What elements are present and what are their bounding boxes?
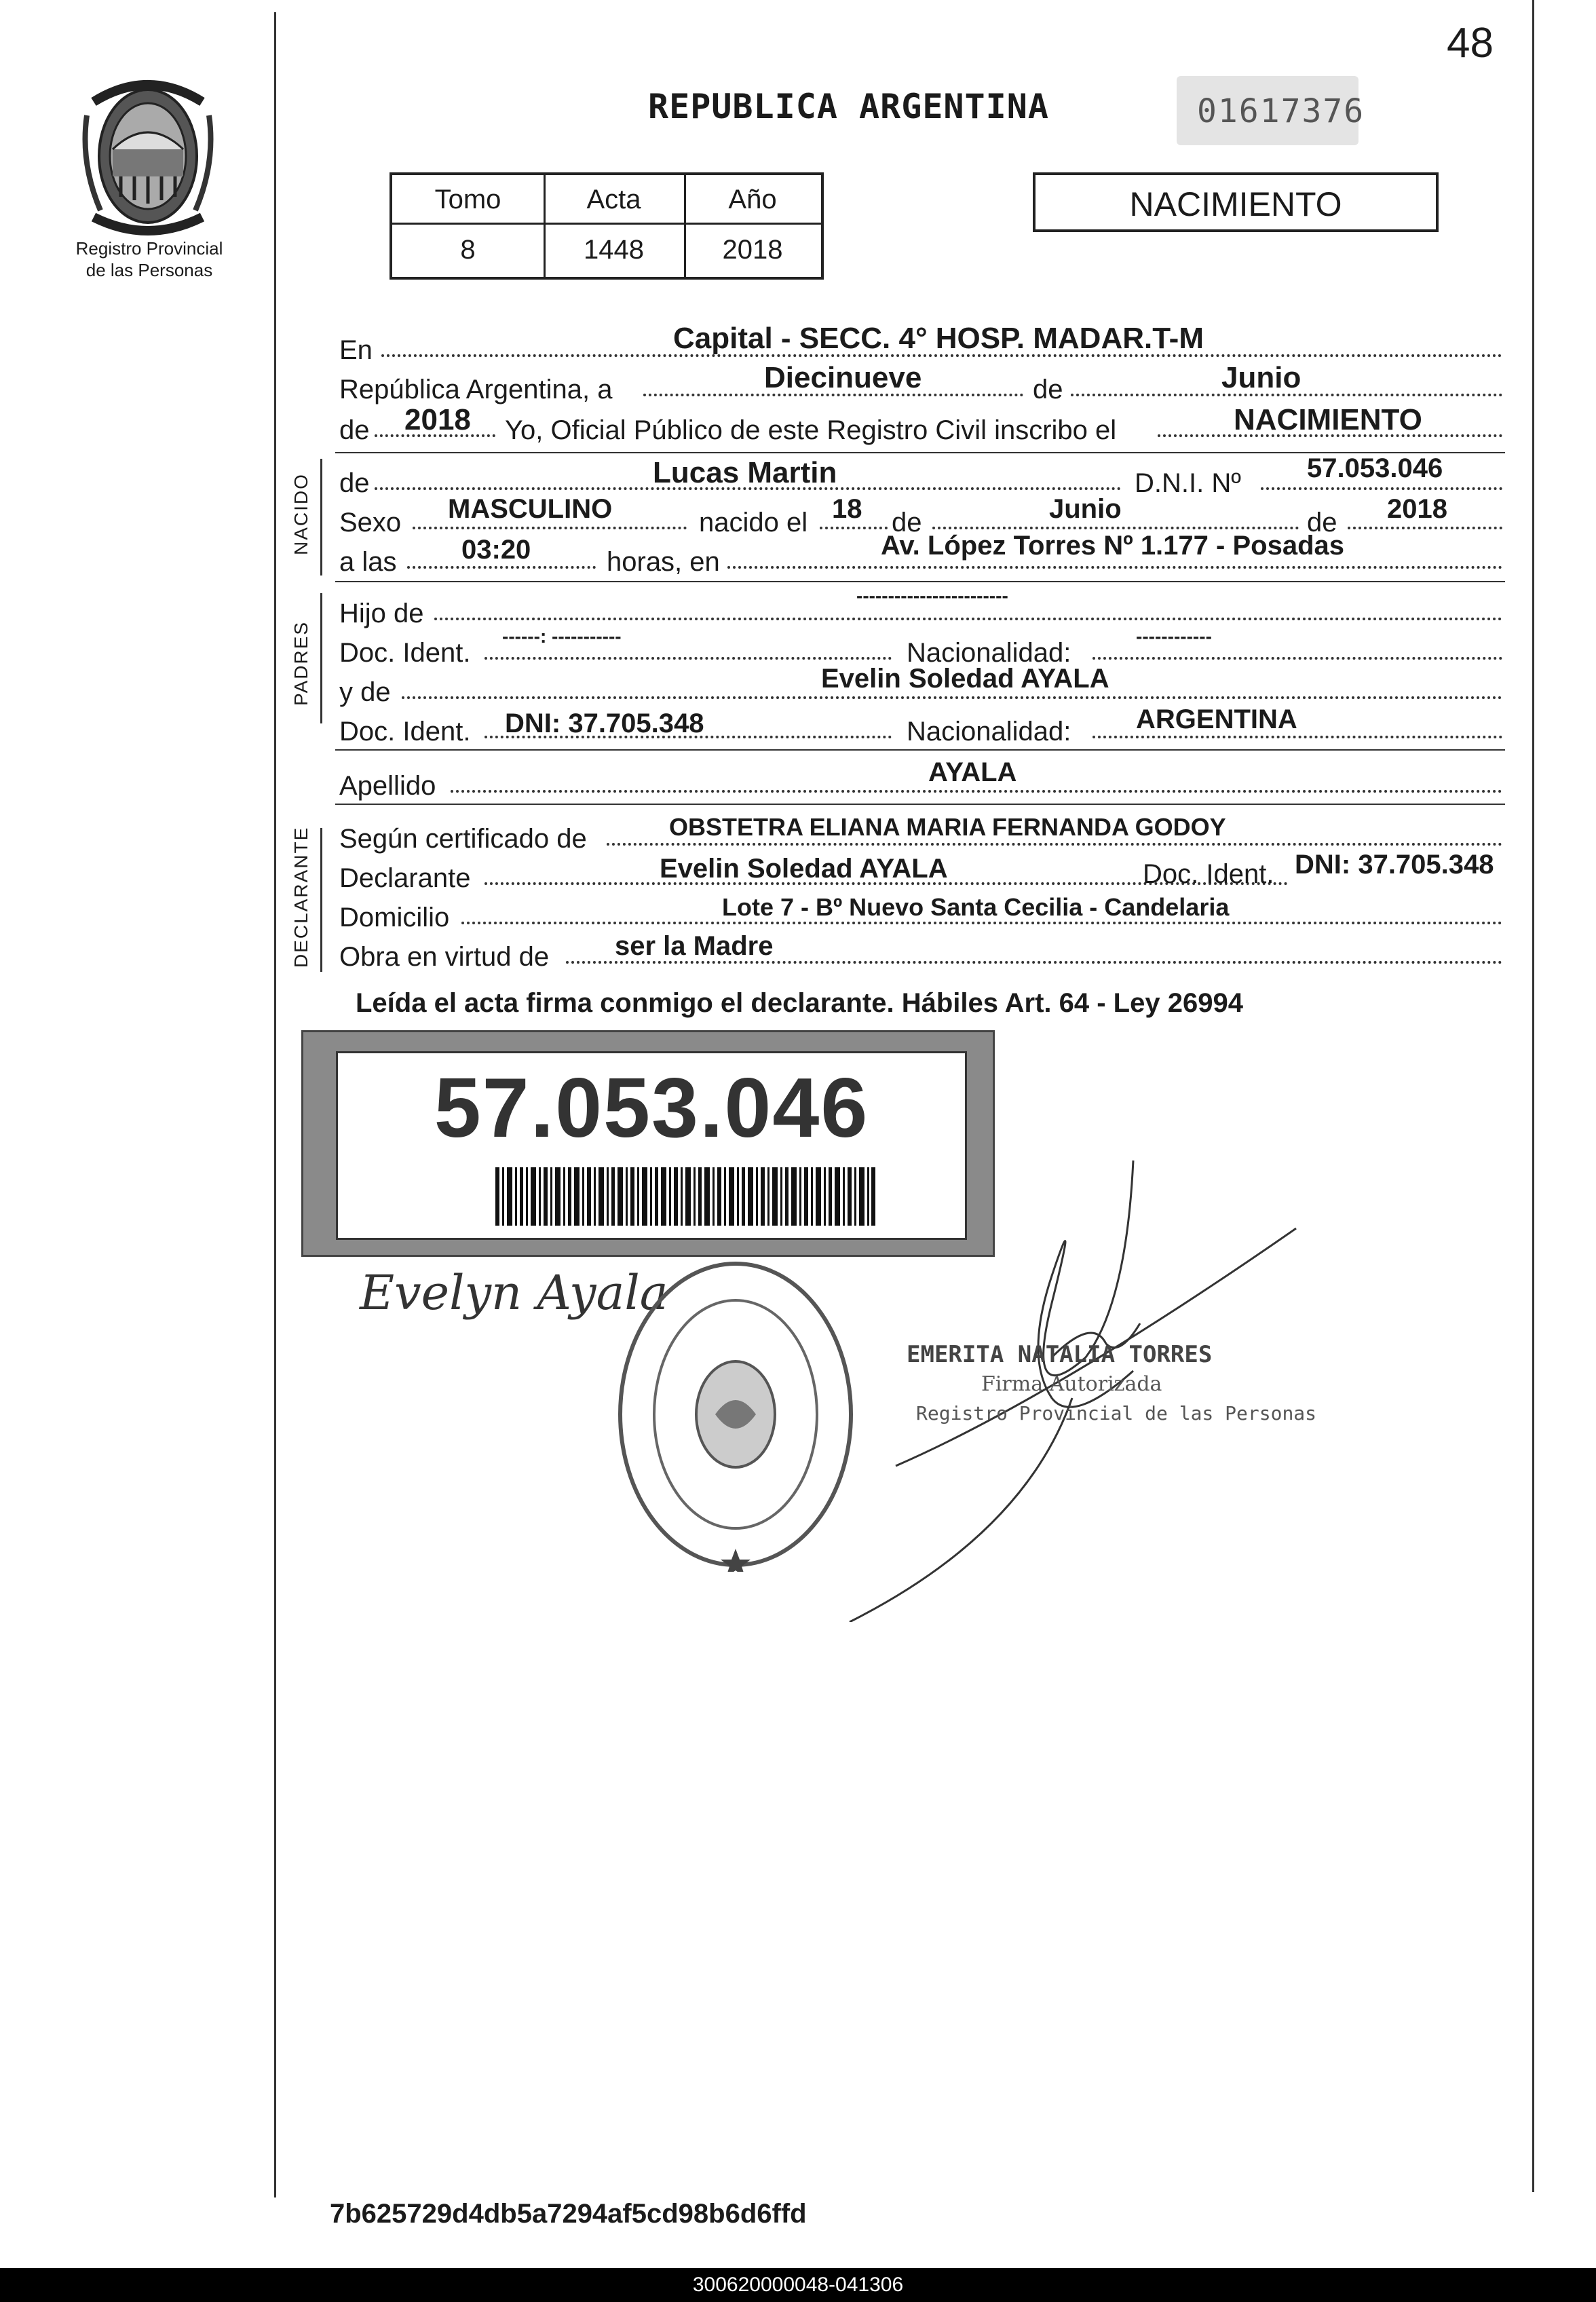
sexo-label: Sexo — [339, 508, 402, 537]
month-value: Junio — [1221, 361, 1302, 394]
dotted-line — [413, 527, 687, 529]
logo-caption-line2: de las Personas — [86, 260, 213, 280]
dotted-line — [1092, 736, 1502, 738]
birth-year: 2018 — [1387, 494, 1447, 524]
document-type: NACIMIENTO — [1129, 185, 1342, 223]
child-dni: 57.053.046 — [1307, 453, 1443, 483]
de-label: de — [1307, 508, 1337, 537]
apellido-label: Apellido — [339, 771, 436, 801]
registry-table — [390, 172, 824, 280]
doc-ident-label: Doc. Ident. — [339, 638, 471, 668]
father-nationality: ------------ — [1136, 626, 1212, 647]
certificate-by: OBSTETRA ELIANA MARIA FERNANDA GODOY — [669, 813, 1226, 841]
barcode-icon — [495, 1167, 875, 1226]
declarante-section-label: DECLARANTE — [290, 826, 311, 968]
table-value-ano: 2018 — [722, 235, 783, 265]
declarant-doc: DNI: 37.705.348 — [1295, 850, 1494, 880]
segun-label: Según certificado de — [339, 824, 587, 854]
table-value-acta: 1448 — [584, 235, 644, 265]
declarant-signature: Evelyn Ayala — [360, 1265, 668, 1321]
dni-sticker-number: 57.053.046 — [434, 1061, 869, 1155]
page-number: 48 — [1447, 20, 1494, 67]
mother-nationality: ARGENTINA — [1136, 704, 1297, 734]
dotted-line — [434, 618, 1502, 620]
mother-doc: DNI: 37.705.348 — [505, 709, 704, 738]
padres-section-label: PADRES — [290, 620, 311, 706]
footer-code: 300620000048-041306 — [692, 2273, 904, 2296]
domicilio-label: Domicilio — [339, 903, 450, 932]
a-las-label: a las — [339, 547, 397, 577]
mother-name: Evelin Soledad AYALA — [821, 664, 1109, 694]
declarant-name: Evelin Soledad AYALA — [660, 854, 948, 884]
year-value: 2018 — [404, 403, 471, 436]
table-header-ano: Año — [728, 185, 777, 214]
declarant-role: ser la Madre — [615, 931, 774, 961]
table-header-acta: Acta — [586, 185, 641, 214]
declarante-label: Declarante — [339, 863, 471, 893]
section-bracket — [320, 459, 322, 576]
left-margin-line — [274, 12, 276, 2197]
table-value-tomo: 8 — [460, 235, 476, 265]
registry-seal-icon — [613, 1257, 858, 1572]
document-type-box — [1033, 172, 1439, 232]
republica-label: República Argentina, a — [339, 375, 613, 404]
nacionalidad-label: Nacionalidad: — [907, 717, 1071, 747]
logo-caption — [48, 238, 251, 281]
serial-stamp — [1177, 76, 1365, 145]
misiones-coat-of-arms-icon — [80, 75, 216, 238]
father-doc: ------: ----------- — [502, 626, 622, 647]
oficial-text: Yo, Oficial Público de este Registro Civil inscribo el — [505, 415, 1117, 445]
section-divider — [335, 804, 1505, 805]
section-bracket — [320, 593, 322, 723]
birth-day: 18 — [832, 494, 862, 524]
nacido-el-label: nacido el — [699, 508, 808, 537]
nacido-section-label: NACIDO — [290, 473, 311, 555]
dotted-line — [727, 566, 1502, 569]
official-org: Registro Provincial de las Personas — [916, 1402, 1317, 1424]
official-name: EMERITA NATALIA TORRES — [907, 1341, 1213, 1368]
nacionalidad-label: Nacionalidad: — [907, 638, 1071, 668]
official-role: Firma Autorizada — [981, 1372, 1162, 1396]
doc-ident-label: Doc. Ident. — [1143, 859, 1274, 889]
father-name: ------------------------ — [856, 585, 1008, 606]
footer-bar — [0, 2268, 1596, 2302]
surname-value: AYALA — [928, 757, 1017, 787]
de-label: de — [892, 508, 922, 537]
section-bracket — [320, 828, 322, 972]
birth-place: Av. López Torres Nº 1.177 - Posadas — [881, 531, 1344, 561]
dotted-line — [407, 566, 596, 569]
horas-label: horas, en — [607, 547, 720, 577]
table-header-tomo: Tomo — [434, 185, 501, 214]
dotted-line — [932, 527, 1299, 529]
section-divider — [335, 581, 1505, 582]
dni-label: D.N.I. Nº — [1135, 468, 1241, 498]
place-value: Capital - SECC. 4° HOSP. MADAR.T-M — [673, 322, 1204, 355]
document-hash: 7b625729d4db5a7294af5cd98b6d6ffd — [330, 2199, 807, 2229]
sex-value: MASCULINO — [448, 494, 613, 524]
dotted-line — [461, 922, 1502, 924]
dotted-line — [1092, 657, 1502, 660]
doc-ident-label: Doc. Ident. — [339, 717, 471, 747]
day-value: Diecinueve — [764, 361, 922, 394]
right-margin-line — [1532, 0, 1534, 2192]
de-label: de — [339, 468, 370, 498]
dotted-line — [451, 790, 1502, 793]
misiones-logo — [80, 75, 216, 238]
en-label: En — [339, 335, 373, 365]
de-label: de — [1033, 375, 1063, 404]
event-value: NACIMIENTO — [1234, 403, 1422, 436]
child-name: Lucas Martin — [653, 456, 837, 489]
obra-label: Obra en virtud de — [339, 942, 550, 972]
dotted-line — [1348, 527, 1502, 529]
serial-number: 01617376 — [1197, 92, 1365, 130]
dotted-line — [820, 527, 888, 529]
birth-time: 03:20 — [461, 535, 531, 565]
dotted-line — [484, 657, 892, 660]
round-stamp — [613, 1257, 858, 1572]
closing-statement: Leída el acta firma conmigo el declarante. Hábiles Art. 64 - Ley 26994 — [356, 988, 1243, 1018]
dotted-line — [1261, 487, 1502, 490]
dotted-line — [402, 696, 1502, 699]
country-heading: REPUBLICA ARGENTINA — [648, 87, 1049, 126]
declarant-address: Lote 7 - Bº Nuevo Santa Cecilia - Candelaria — [722, 893, 1230, 921]
section-divider — [335, 749, 1505, 751]
y-de-label: y de — [339, 677, 391, 707]
hijo-de-label: Hijo de — [339, 599, 424, 628]
dotted-line — [607, 843, 1502, 846]
birth-month: Junio — [1049, 494, 1122, 524]
de-label: de — [339, 415, 370, 445]
logo-caption-line1: Registro Provincial — [75, 238, 223, 259]
